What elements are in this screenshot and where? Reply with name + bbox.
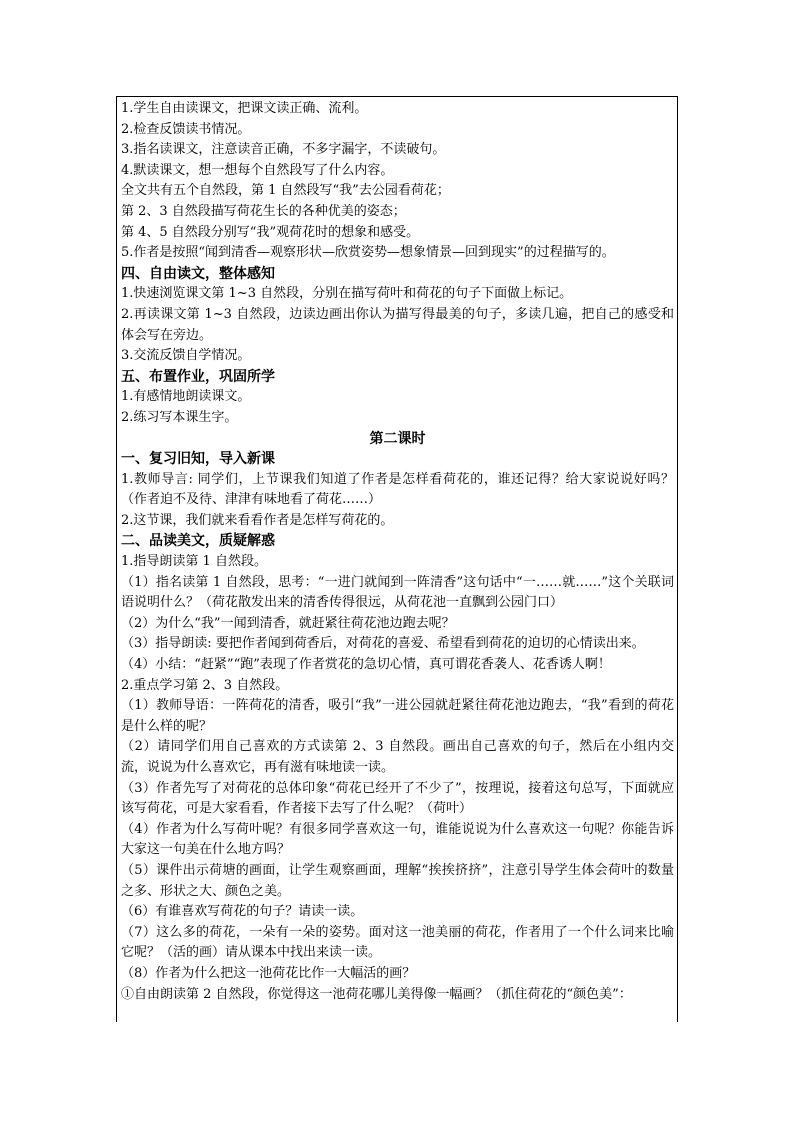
paragraph-line: 1.学生自由读课文，把课文读正确、流利。	[121, 101, 368, 116]
paragraph-line: 3.交流反馈自学情况。	[121, 348, 251, 364]
paragraph-line: 1.教师导言: 同学们，上节课我们知道了作者是怎样看荷花的，谁还记得？给大家说说好吗？（作者迫不及待、津津有味地看了荷花……）	[121, 471, 674, 508]
paragraph-line: 2.再读课文第 1~3 自然段，边读边画出你认为描写得最美的句子，多读几遍，把自己的感受和体会写在旁边。	[121, 306, 674, 343]
section-heading: 四、自由读文，整体感知	[121, 265, 275, 282]
paragraph-line: （8）作者为什么把这一池荷花比作一大幅活的画？	[121, 965, 416, 981]
paragraph-line: 4.默读课文，想一想每个自然段写了什么内容。	[121, 162, 394, 178]
paragraph-line: 2.检查反馈读书情况。	[121, 121, 251, 137]
paragraph-line: 2.这节课，我们就来看看作者是怎样写荷花的。	[121, 512, 394, 528]
paragraph-line: （2）为什么“我”一闻到清香，就赶紧往荷花池边跑去呢？	[121, 615, 455, 631]
paragraph-line: 5.作者是按照“闻到清香—观察形状—欣赏姿势—想象情景—回到现实”的过程描写的。	[121, 245, 615, 261]
paragraph-line: 第 2、3 自然段描写荷花生长的各种优美的姿态；	[121, 203, 406, 219]
paragraph-line: （3）作者先写了对荷花的总体印象“荷花已经开了不少了”，按理说，接着这句总写，下面就应该写荷花，可是大家看看，作者接下去写了什么呢？（荷叶）	[121, 780, 674, 817]
section-heading: 二、品读美文，质疑解惑	[121, 533, 275, 550]
paragraph-line: （2）请同学们用自己喜欢的方式读第 2、3 自然段。画出自己喜欢的句子，然后在小组内交流，说说为什么喜欢它，再有滋有味地读一读。	[121, 739, 674, 775]
lesson-plan-content	[117, 97, 677, 1005]
paragraph-line: （4）作者为什么写荷叶呢？有很多同学喜欢这一句，谁能说说为什么喜欢这一句呢？你能告诉大家这一句美在什么地方吗？	[121, 821, 674, 858]
paragraph-line: 3.指名读课文，注意读音正确，不多字漏字，不读破句。	[121, 142, 446, 158]
lesson-title: 第二课时	[369, 430, 426, 447]
paragraph-line: ①自由朗读第 2 自然段，你觉得这一池荷花哪儿美得像一幅画？（抓住荷花的“颜色美”：	[121, 986, 632, 1002]
section-heading: 五、布置作业，巩固所学	[121, 368, 275, 385]
paragraph-line: 1.有感情地朗读课文。	[121, 389, 251, 405]
paragraph-line: （5）课件出示荷塘的画面，让学生观察画面，理解“挨挨挤挤”，注意引导学生体会荷叶的数量之多、形状之大、颜色之美。	[121, 862, 674, 899]
paragraph-line: 2.练习写本课生字。	[121, 409, 238, 425]
paragraph-line: （3）指导朗读: 要把作者闻到荷香后，对荷花的喜爱、希望看到荷花的迫切的心情读出来。	[121, 636, 645, 652]
paragraph-line: （7）这么多的荷花，一朵有一朵的姿势。面对这一池美丽的荷花，作者用了一个什么词来比喻它呢？（活的画）请从课本中找出来读一读。	[121, 924, 674, 961]
paragraph-line: 第 4、5 自然段分别写“我”观荷花时的想象和感受。	[121, 224, 420, 240]
section-heading: 一、复习旧知，导入新课	[121, 451, 275, 468]
paragraph-line: （4）小结：“赶紧”“跑”表现了作者赏花的急切心情，真可谓花香袭人、花香诱人啊！	[121, 657, 611, 673]
paragraph-line: （1）教师导语：一阵荷花的清香，吸引“我”一进公园就赶紧往荷花池边跑去，“我”看到的荷花是什么样的呢？	[121, 698, 674, 734]
paragraph-line: 1.快速浏览课文第 1~3 自然段，分别在描写荷叶和荷花的句子下面做上标记。	[121, 286, 573, 302]
paragraph-line: 1.指导朗读第 1 自然段。	[121, 554, 267, 570]
lesson-table-cell	[116, 96, 678, 1022]
paragraph-line: （1）指名读第 1 自然段，思考：“一进门就闻到一阵清香”这句话中“一……就……”这个关联词语说明什么？（荷花散发出来的清香传得很远，从荷花池一直飘到公园门口）	[121, 574, 674, 611]
paragraph-line: （6）有谁喜欢写荷花的句子？请读一读。	[121, 904, 364, 920]
paragraph-line: 全文共有五个自然段，第 1 自然段写“我”去公园看荷花；	[121, 183, 450, 199]
paragraph-line: 2.重点学习第 2、3 自然段。	[121, 677, 289, 693]
